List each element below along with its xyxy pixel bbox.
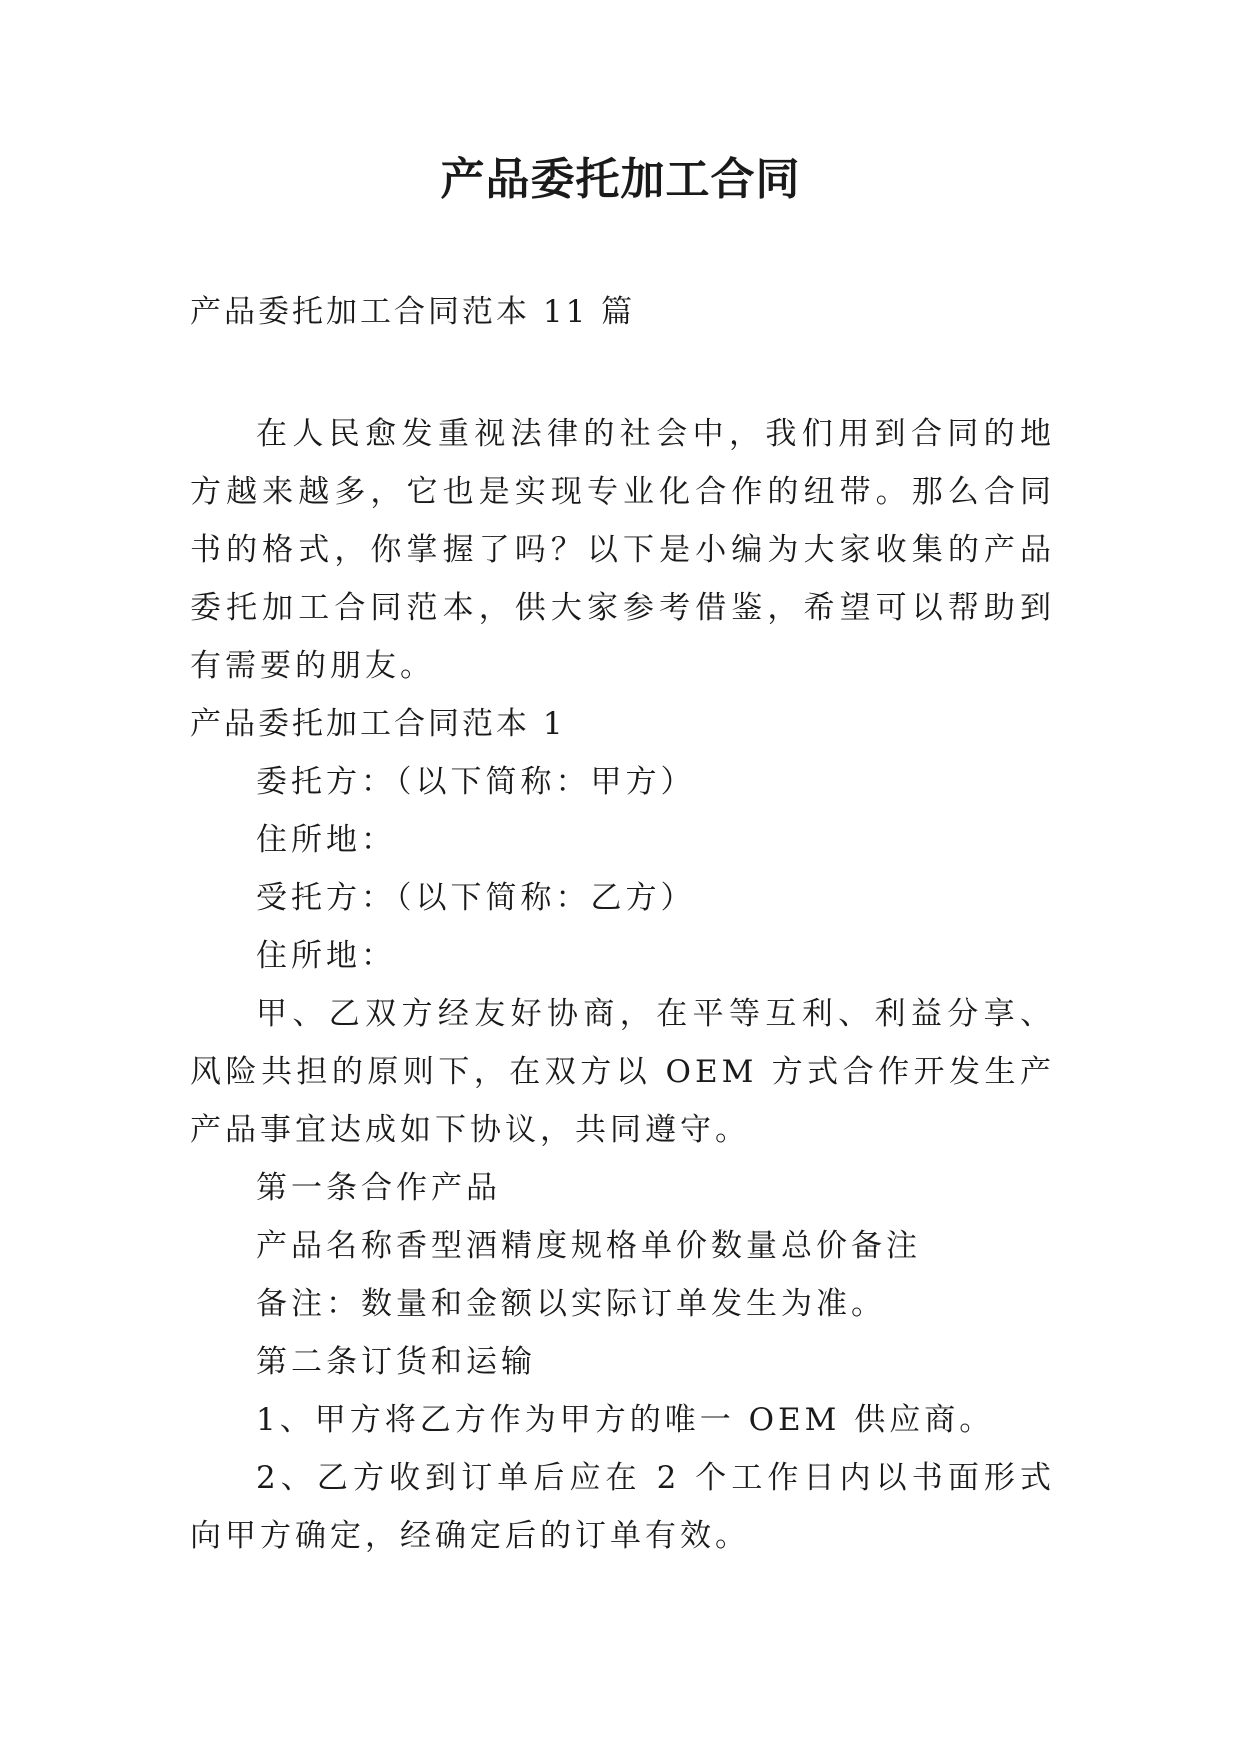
section-heading: 产品委托加工合同范本 1 xyxy=(190,706,566,742)
intro-paragraph: 在人民愈发重视法律的社会中，我们用到合同的地方越来越多，它也是实现专业化合作的纽带。那么合同书的格式，你掌握了吗？以下是小编为大家收集的产品委托加工合同范本，供大家参考借鉴，希望可以帮助到有需要的朋友。 xyxy=(190,416,1055,684)
client-line: 委托方：（以下简称：甲方） xyxy=(256,764,696,800)
document-title: 产品委托加工合同 xyxy=(440,154,801,205)
client-address: 住所地： xyxy=(256,822,396,858)
article1-note: 备注：数量和金额以实际订单发生为准。 xyxy=(256,1286,886,1322)
contractor-line: 受托方：（以下简称：乙方） xyxy=(256,880,696,916)
article1-title: 第一条合作产品 xyxy=(256,1170,501,1206)
agreement-paragraph: 甲、乙双方经友好协商，在平等互利、利益分享、风险共担的原则下，在双方以 OEM 方式合作开发生产产品事宜达成如下协议，共同遵守。 xyxy=(190,996,1055,1148)
contractor-address: 住所地： xyxy=(256,938,396,974)
article2-item2: 2、乙方收到订单后应在 2 个工作日内以书面形式向甲方确定，经确定后的订单有效。 xyxy=(190,1460,1055,1554)
contract-body xyxy=(190,695,1055,1565)
article1-table-header: 产品名称香型酒精度规格单价数量总价备注 xyxy=(256,1228,921,1264)
article2-item1: 1、甲方将乙方作为甲方的唯一 OEM 供应商。 xyxy=(256,1402,995,1438)
document-subtitle: 产品委托加工合同范本 11 篇 xyxy=(190,294,636,330)
article2-title: 第二条订货和运输 xyxy=(256,1344,536,1380)
